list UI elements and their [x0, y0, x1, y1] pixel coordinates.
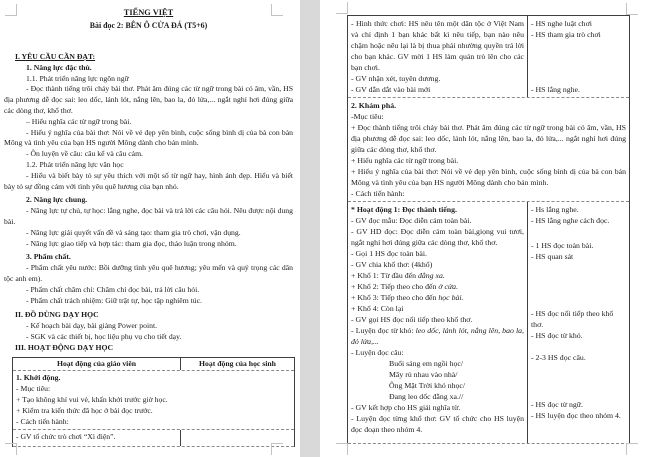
- paragraph: - Hiểu và biết bày tỏ sự yêu thích với một số từ ngữ hay, hình ảnh đẹp. Hiểu và biết bày tỏ sự đồng cảm với tình yêu quê hương của bạn nhỏ.: [4, 170, 293, 191]
- poem-line: Đang leo dốc đằng xa.//: [389, 392, 464, 401]
- paragraph: - Kế hoạch bài dạy, bài giảng Power point.: [26, 321, 158, 331]
- paragraph: - Phẩm chất chăm chỉ: Chăm chỉ đọc bài, trả lời câu hỏi.: [26, 284, 200, 294]
- table-line: - HS luyện đọc theo nhóm 4.: [531, 411, 621, 420]
- table-line: - HS đọc từ khó.: [531, 331, 583, 340]
- table-line: + Khổ 1: Từ đầu đến đằng xa.: [351, 271, 445, 280]
- table-line: - GV HD đọc: Đọc diễn cảm toàn bài,giọng vui tươi, ngắt nghỉ hơi đúng giữa các dòng thơ, khổ thơ.: [351, 227, 524, 247]
- paragraph: - Hiểu ý nghĩa của bài thơ: Nói về vẻ đẹp yên bình, cuộc sống bình dị của bà con bản Mông và tình yêu của bạn HS người Mông dành cho bản mình.: [4, 127, 293, 148]
- heading-hoat-dong: III. HOẠT ĐỘNG DẠY HỌC: [15, 342, 114, 352]
- heading-pham-chat: 3. Phẩm chất.: [26, 252, 71, 262]
- paragraph: – Hiểu nghĩa các từ ngữ trong bài.: [26, 116, 132, 126]
- heading-do-dung: II. ĐỒ DÙNG DẠY HỌC: [15, 310, 99, 320]
- table-line: - 1 HS đọc toàn bài.: [531, 241, 594, 250]
- table-line: - HS đọc từ ngữ.: [531, 400, 583, 409]
- hs-cell: [528, 202, 629, 443]
- hs-cell: [528, 16, 629, 97]
- table-line: - Cách tiến hành:: [16, 416, 69, 426]
- text-boundary-mark: [271, 4, 283, 16]
- gv-cell: [348, 16, 528, 97]
- heading-nang-luc-chung: 2. Năng lực chung.: [26, 195, 88, 205]
- paragraph: - Năng lực giải quyết vấn đề và sáng tạo: tham gia trò chơi, vận dụng.: [26, 227, 241, 237]
- section-title: 1. Khởi động.: [16, 373, 61, 383]
- activity-table-page2: [347, 15, 630, 444]
- activity-title: * Hoạt động 1: Đọc thành tiếng.: [351, 205, 457, 214]
- table-line: - HS lắng nghe cách đọc.: [531, 216, 610, 225]
- column-header-gv: Hoạt động của giáo viên: [13, 358, 181, 371]
- heading-nang-luc-dac-thu: 1. Năng lực đặc thù.: [26, 62, 92, 72]
- section-title: 2. Khám phá.: [351, 101, 397, 110]
- table-row: [348, 16, 629, 98]
- doc-title: TIẾNG VIỆT: [123, 8, 174, 17]
- table-line: + Khổ 4: Còn lại: [351, 304, 404, 313]
- poem-line: Mây rủ nhau vào nhà/: [389, 370, 458, 379]
- table-line: -Mục tiêu:: [351, 112, 384, 121]
- table-line: - HS lắng nghe.: [531, 85, 580, 94]
- table-line: - Hình thức chơi: HS nêu tên một dân tộc ở Việt Nam và chỉ định 1 bạn khác bất kì nêu tiếp, bạn nào nêu chậm hoặc nêu lại là bị thua phải nhường quyền trả lời cho bạn khác. GV mời 1 HS làm quản trò lên cho các bạn chơi.: [351, 19, 524, 72]
- table-line: - Luyện đọc từng khổ thơ: GV tổ chức cho HS luyện đọc đoạn theo nhóm 4.: [351, 414, 524, 434]
- khoi-dong-section: [13, 371, 294, 430]
- table-line: + Tạo không khí vui vẻ, khấn khởi trước giờ học.: [16, 394, 168, 404]
- gv-cell: [348, 202, 528, 443]
- table-line: + Kiểm tra kiến thức đã học ở bài đọc trước.: [16, 405, 153, 415]
- text-boundary-mark: [271, 443, 283, 455]
- poem-line: Buổi sáng em ngồi học/: [389, 359, 464, 368]
- text-boundary-mark: [626, 3, 638, 15]
- table-line: + Hiểu nghĩa các từ ngữ trong bài.: [351, 156, 459, 165]
- table-line: - GV đọc mẫu: Đọc diễn cảm toàn bài.: [351, 216, 472, 225]
- table-line: - HS nghe luật chơi: [531, 19, 592, 28]
- paragraph: - Đọc thành tiếng trôi chảy bài thơ. Phát âm đúng các từ ngữ trong bài có âm, vần, HS địa phương dễ đọc sai: leo dốc, lảnh lót, nắng lên, bao la, đỏ lửa,... ngắt nghỉ hơi đúng giữa các dòng thơ, khổ thơ.: [4, 84, 293, 115]
- kham-pha-section: [348, 98, 629, 202]
- table-line: - HS đọc nối tiếp theo khổ thơ.: [531, 309, 614, 329]
- table-row: [348, 202, 629, 444]
- heading-1-1: 1.1. Phát triển năng lực ngôn ngữ: [26, 73, 129, 83]
- table-line: - GV chia khổ thơ: (4khổ): [351, 260, 433, 269]
- heading-yeu-cau: I. YÊU CẦU CẦN ĐẠT:: [15, 52, 96, 61]
- paragraph: - Phẩm chất yêu nước: Bồi dưỡng tình yêu quê hương; yêu mến và quý trọng các dân tộc anh em).: [4, 263, 293, 283]
- column-header-hs: Hoạt động của học sinh: [199, 358, 276, 368]
- table-line: - GV kết hợp cho HS giải nghĩa từ.: [351, 403, 461, 412]
- table-line: + Khổ 3: Tiếp theo cho đến học bài.: [351, 293, 464, 302]
- text-boundary-mark: [626, 443, 638, 455]
- table-line: + Hiểu ý nghĩa của bài thơ: Nói về vẻ đẹp yên bình, cuộc sống bình dị của bà con bản Mông và tình yêu của bạn HS người Mông dành cho bản mình.: [351, 167, 626, 187]
- text-boundary-mark: [5, 4, 17, 16]
- paragraph: - SGK và các thiết bị, học liệu phụ vụ cho tiết dạy.: [26, 331, 182, 341]
- table-line: - Cách tiến hành:: [351, 189, 405, 198]
- table-row: [13, 430, 294, 447]
- table-line: + Khổ 2: Tiếp theo cho đến ở cửa.: [351, 282, 459, 291]
- table-line: - HS quan sát: [531, 252, 574, 261]
- table-line: - Mục tiêu:: [16, 384, 51, 394]
- table-line: - Hs lắng nghe.: [531, 205, 579, 214]
- doc-subtitle: Bài đọc 2: BÊN Ô CỬA ĐÁ (T5+6): [89, 21, 208, 30]
- text-boundary-mark: [336, 443, 348, 455]
- table-line: - Luyện đọc từ khó: leo dốc, lảnh lót, nắng lên, bao la, đỏ lửa,...: [351, 326, 524, 346]
- table-line: - Gọi 1 HS đọc toàn bài.: [351, 249, 428, 258]
- table-line: - 2-3 HS đọc câu.: [531, 353, 586, 362]
- page-1[interactable]: [0, 0, 300, 457]
- table-line: - GV gọi HS đọc nối tiếp theo khổ thơ.: [351, 315, 473, 324]
- text-boundary-mark: [5, 443, 17, 455]
- paragraph: - Năng lực tự chủ, tự học: lắng nghe, đọc bài và trả lời các câu hỏi. Nêu được nội dung bài.: [4, 206, 293, 226]
- table-line: - HS tham gia trò chơi: [531, 30, 601, 39]
- poem-line: Ông Mặt Trời khó nhọc/: [389, 381, 466, 390]
- page-2[interactable]: [320, 0, 650, 457]
- paragraph: - Phẩm chất trách nhiệm: Giữ trật tự, học tập nghiêm túc.: [26, 295, 202, 305]
- text-boundary-mark: [336, 2, 348, 14]
- table-line: - GV tổ chức trò chơi “Xì điện”.: [16, 432, 116, 442]
- table-line: - GV nhận xét, tuyên dương.: [351, 74, 441, 83]
- paragraph: - Năng lực giao tiếp và hợp tác: tham gia đọc, thảo luận trong nhóm.: [26, 238, 237, 248]
- table-line: - Luyện đọc câu:: [351, 348, 404, 357]
- activity-table-page1: [12, 357, 295, 448]
- table-header-row: [13, 358, 294, 372]
- table-line: + Đọc thành tiếng trôi chảy bài thơ. Phát âm đúng các từ ngữ trong bài có âm, vần, HS địa phương dễ đọc sai: leo dốc, lảnh lót, nắng lên, bao la, đỏ lửa,... ngắt nghỉ hơi đúng giữa các dòng thơ, khổ thơ.: [351, 123, 626, 154]
- paragraph: - Ôn luyện về câu: câu kể và câu cảm.: [26, 149, 143, 159]
- heading-1-2: 1.2. Phát triển năng lực văn học: [26, 159, 124, 169]
- table-line: - GV dẫn dắt vào bài mới: [351, 85, 431, 94]
- gv-cell: [13, 430, 181, 446]
